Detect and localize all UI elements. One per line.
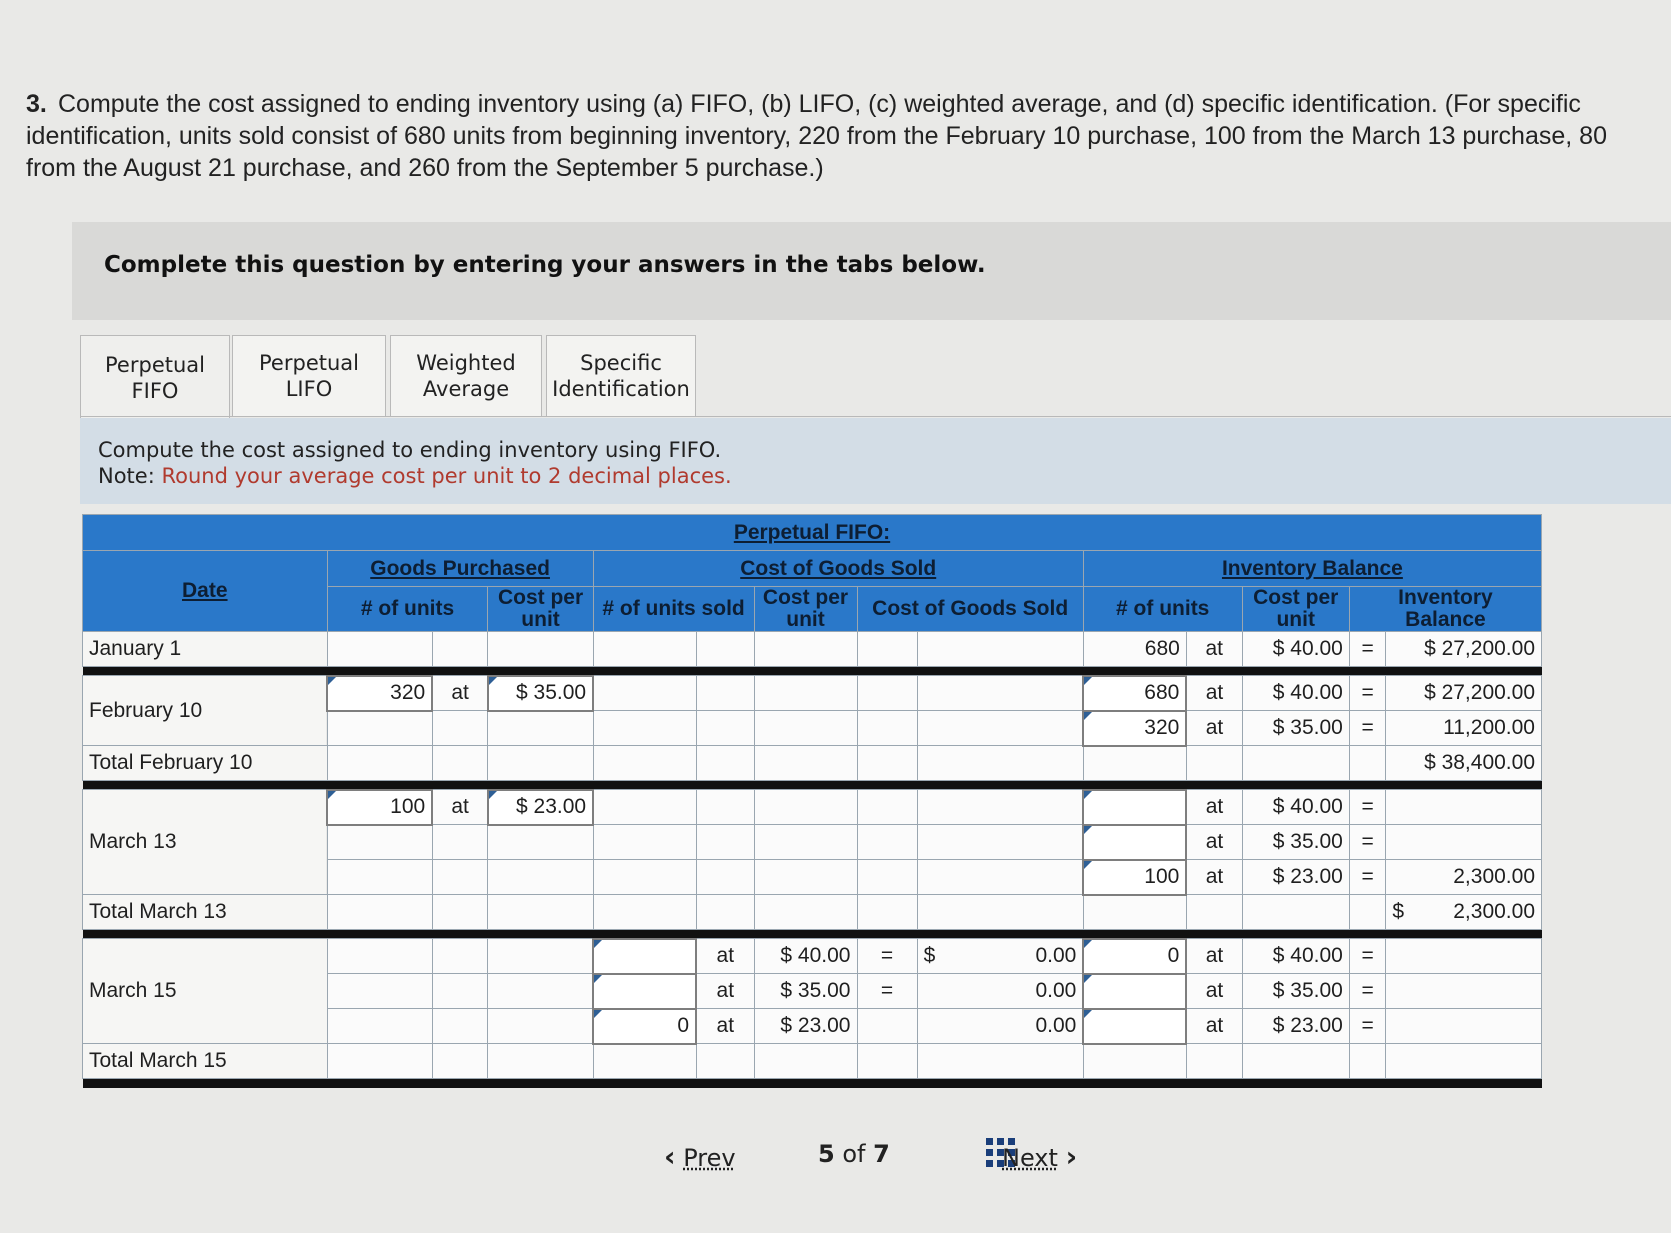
header-units-sold: # of units sold xyxy=(593,587,754,632)
at-label: at xyxy=(696,939,754,974)
cogs-cell: $ 0.00 xyxy=(917,939,1083,974)
equals-sign: = xyxy=(1349,974,1385,1009)
inv-units-input[interactable]: 0 xyxy=(1083,939,1186,974)
row-date: February 10 xyxy=(83,676,328,746)
equals-sign: = xyxy=(1349,676,1385,711)
inv-units-input[interactable] xyxy=(1083,974,1186,1009)
inv-cost-cell: $ 40.00 xyxy=(1242,676,1349,711)
tab-perpetual-lifo[interactable]: Perpetual LIFO xyxy=(232,335,386,417)
table-row xyxy=(83,1044,1542,1079)
at-label: at xyxy=(696,1009,754,1044)
at-label: at xyxy=(1186,676,1242,711)
question-text xyxy=(26,88,1646,184)
table-row xyxy=(83,676,1542,711)
row-total-label: Total February 10 xyxy=(83,746,328,781)
sold-units-input[interactable] xyxy=(593,939,696,974)
table-row xyxy=(83,632,1542,667)
tab-instructions xyxy=(80,418,1671,504)
inv-cost-cell: $ 40.00 xyxy=(1242,790,1349,825)
purchase-units-input[interactable]: 100 xyxy=(327,790,432,825)
sold-units-input[interactable]: 0 xyxy=(593,1009,696,1044)
header-inv-units: # of units xyxy=(1083,587,1242,632)
at-label: at xyxy=(432,676,488,711)
row-date: March 13 xyxy=(83,790,328,895)
at-label: at xyxy=(1186,939,1242,974)
instruction-banner xyxy=(72,222,1671,320)
table-row xyxy=(83,895,1542,930)
page-indicator: 5 of 7 xyxy=(818,1140,890,1168)
cogs-cell: 0.00 xyxy=(917,1009,1083,1044)
inv-cost-cell: $ 40.00 xyxy=(1242,939,1349,974)
header-sold-cost: Cost per unit xyxy=(754,587,857,632)
equals-sign: = xyxy=(1349,1009,1385,1044)
inv-cost-cell: $ 35.00 xyxy=(1242,825,1349,860)
cogs-cell: 0.00 xyxy=(917,974,1083,1009)
at-label: at xyxy=(1186,632,1242,667)
inv-balance-cell: $ 27,200.00 xyxy=(1386,632,1542,667)
at-label: at xyxy=(1186,711,1242,746)
equals-sign: = xyxy=(1349,939,1385,974)
chevron-right-icon: › xyxy=(1065,1140,1078,1173)
equals-sign: = xyxy=(857,974,917,1009)
header-purchase-cost: Cost per unit xyxy=(488,587,593,632)
at-label: at xyxy=(1186,825,1242,860)
total-balance-cell: $ 2,300.00 xyxy=(1386,895,1542,930)
header-goods-purchased: Goods Purchased xyxy=(327,551,593,587)
current-page: 5 xyxy=(818,1140,835,1168)
tab-weighted-average[interactable]: Weighted Average xyxy=(390,335,542,417)
next-button[interactable]: Next › xyxy=(1002,1140,1078,1173)
question-number: 3. xyxy=(26,90,47,118)
inv-balance-cell: 11,200.00 xyxy=(1386,711,1542,746)
sold-cost-cell: $ 23.00 xyxy=(754,1009,857,1044)
instruction-line: Compute the cost assigned to ending inventory using FIFO. xyxy=(98,438,722,462)
at-label: at xyxy=(432,790,488,825)
header-date: Date xyxy=(83,551,328,632)
question-body: Compute the cost assigned to ending inventory using (a) FIFO, (b) LIFO, (c) weighted average, and (d) specific identification. (For specific identification, units sold consist of 680 units from beginning inventory, 220 from the February 10 purchase, 100 from the March 13 purchase, 80 from the August 21 purchase, and 260 from the September 5 purchase.) xyxy=(26,90,1607,182)
purchase-cost-input[interactable]: $ 23.00 xyxy=(488,790,593,825)
equals-sign: = xyxy=(857,939,917,974)
table-row xyxy=(83,790,1542,825)
equals-sign: = xyxy=(1349,790,1385,825)
equals-sign: = xyxy=(1349,711,1385,746)
instruction-note: Note: Round your average cost per unit to 2 decimal places. xyxy=(98,464,732,488)
pagination xyxy=(0,1140,1671,1190)
tab-perpetual-fifo[interactable]: Perpetual FIFO xyxy=(80,335,230,419)
inv-units-cell: 680 xyxy=(1083,632,1186,667)
header-inv-balance: Inventory Balance xyxy=(1349,587,1541,632)
row-date: March 15 xyxy=(83,939,328,1044)
inv-cost-cell: $ 23.00 xyxy=(1242,1009,1349,1044)
sold-units-input[interactable] xyxy=(593,974,696,1009)
equals-sign: = xyxy=(1349,860,1385,895)
fifo-worksheet xyxy=(82,514,1542,1088)
sold-cost-cell: $ 35.00 xyxy=(754,974,857,1009)
sold-cost-cell: $ 40.00 xyxy=(754,939,857,974)
dollar-sign: $ xyxy=(923,944,936,967)
at-label: at xyxy=(1186,860,1242,895)
inv-cost-cell: $ 35.00 xyxy=(1242,974,1349,1009)
table-row xyxy=(83,939,1542,974)
tab-specific-identification[interactable]: Specific Identification xyxy=(546,335,696,417)
header-cost-of-goods-sold: Cost of Goods Sold xyxy=(857,587,1083,632)
inv-cost-cell: $ 40.00 xyxy=(1242,632,1349,667)
at-label: at xyxy=(696,974,754,1009)
at-label: at xyxy=(1186,1009,1242,1044)
dollar-sign: $ xyxy=(1392,900,1405,923)
prev-button[interactable]: ‹ Prev xyxy=(664,1140,736,1173)
header-inv-cost: Cost per unit xyxy=(1242,587,1349,632)
inv-units-input[interactable] xyxy=(1083,825,1186,860)
header-inventory-balance: Inventory Balance xyxy=(1083,551,1541,587)
inv-units-input[interactable]: 320 xyxy=(1083,711,1186,746)
row-total-label: Total March 15 xyxy=(83,1044,328,1079)
equals-sign: = xyxy=(1349,825,1385,860)
inv-units-input[interactable]: 680 xyxy=(1083,676,1186,711)
table-row xyxy=(83,746,1542,781)
total-pages: 7 xyxy=(873,1140,890,1168)
inv-balance-cell xyxy=(1386,790,1542,825)
header-cogs: Cost of Goods Sold xyxy=(593,551,1083,587)
row-date: January 1 xyxy=(83,632,328,667)
inv-balance-cell: 2,300.00 xyxy=(1386,860,1542,895)
purchase-units-input[interactable]: 320 xyxy=(327,676,432,711)
banner-text: Complete this question by entering your answers in the tabs below. xyxy=(104,252,986,278)
inv-units-input[interactable] xyxy=(1083,1009,1186,1044)
tab-divider xyxy=(80,416,1671,417)
table-title: Perpetual FIFO: xyxy=(83,515,1542,551)
inv-balance-cell xyxy=(1386,825,1542,860)
total-balance-cell: $ 38,400.00 xyxy=(1386,746,1542,781)
inv-units-input[interactable] xyxy=(1083,790,1186,825)
inv-cost-cell: $ 23.00 xyxy=(1242,860,1349,895)
inv-units-input[interactable]: 100 xyxy=(1083,860,1186,895)
at-label: at xyxy=(1186,974,1242,1009)
inv-cost-cell: $ 35.00 xyxy=(1242,711,1349,746)
chevron-left-icon: ‹ xyxy=(664,1140,676,1173)
row-total-label: Total March 13 xyxy=(83,895,328,930)
header-purchase-units: # of units xyxy=(327,587,488,632)
equals-sign: = xyxy=(1349,632,1385,667)
purchase-cost-input[interactable]: $ 35.00 xyxy=(488,676,593,711)
inv-balance-cell: $ 27,200.00 xyxy=(1386,676,1542,711)
at-label: at xyxy=(1186,790,1242,825)
